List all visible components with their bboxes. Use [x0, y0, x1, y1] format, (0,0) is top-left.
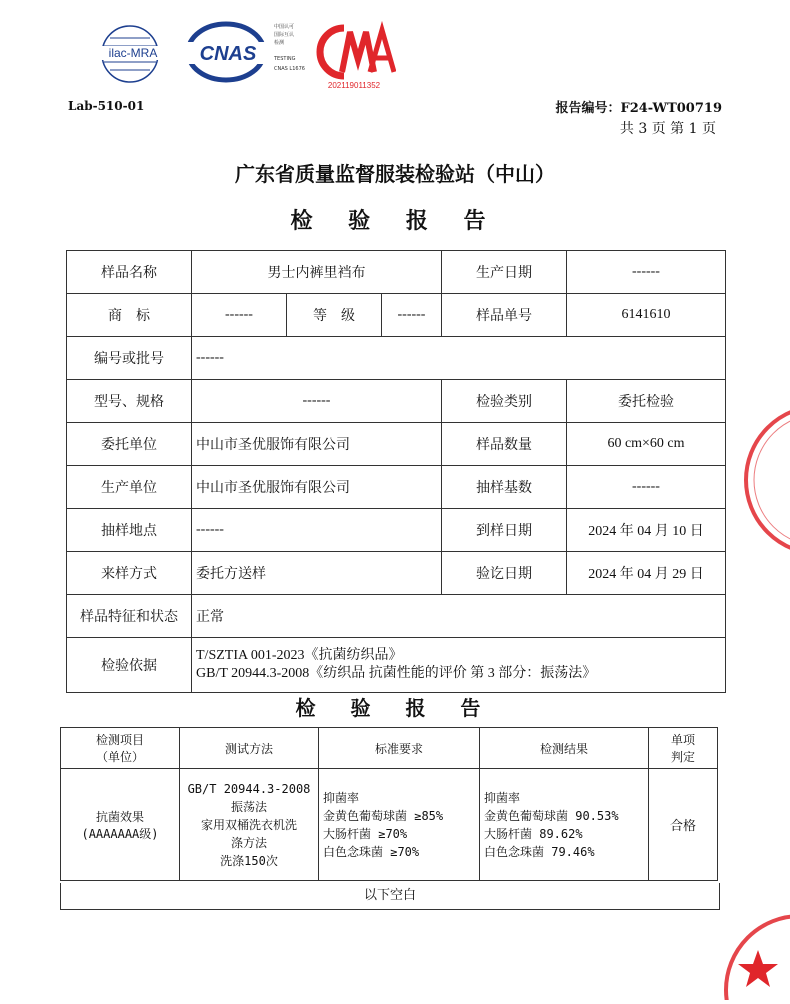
- client: 中山市圣优服饰有限公司: [192, 423, 442, 466]
- feature: 正常: [192, 595, 726, 638]
- base: ------: [567, 466, 726, 509]
- base-label: 抽样基数: [442, 466, 567, 509]
- page-count: 共 3 页 第 1 页: [619, 121, 716, 137]
- cnas-side-2: 国际互认: [274, 32, 295, 38]
- sample-no-label: 样品单号: [442, 294, 567, 337]
- cma-logo: [314, 20, 396, 92]
- col-item: [61, 728, 180, 769]
- method-line-1: GB/T 20944.3-2008: [187, 781, 311, 796]
- row-requirement: [319, 769, 480, 881]
- item-line-2: (AAAAAAA级): [81, 826, 159, 841]
- producer-label: 生产单位: [67, 466, 192, 509]
- method-label: 来样方式: [67, 552, 192, 595]
- prod-date-label: 生产日期: [442, 251, 567, 294]
- grade-label: 等 级: [287, 294, 382, 337]
- cnas-side-4: TESTING: [274, 56, 296, 62]
- req-line-3: 大肠杆菌 ≥70%: [323, 826, 408, 841]
- client-label: 委托单位: [67, 423, 192, 466]
- report-title: 检 验 报 告: [290, 209, 500, 234]
- model: ------: [192, 380, 442, 423]
- brand: ------: [192, 294, 287, 337]
- row-judge: 合格: [649, 769, 718, 881]
- lab-code: Lab-510-01: [68, 99, 145, 113]
- ilac-mra-logo: [96, 22, 170, 86]
- basis-line-2: GB/T 20944.3-2008《纺织品 抗菌性能的评价 第 3 部分：振荡法》: [196, 666, 597, 681]
- sample-name-label: 样品名称: [67, 251, 192, 294]
- result-line-2: 金黄色葡萄球菌 90.53%: [484, 808, 619, 823]
- report-title-2: 检 验 报 告: [295, 696, 495, 720]
- method-line-2: 振荡法: [230, 799, 267, 814]
- batch-label: 编号或批号: [67, 337, 192, 380]
- req-line-1: 抑菌率: [323, 790, 360, 805]
- cnas-side-5: CNAS L1676: [274, 66, 305, 72]
- ilac-text: ilac-MRA: [108, 46, 158, 60]
- basis-label: 检验依据: [67, 638, 192, 693]
- cnas-text: CNAS: [199, 43, 257, 65]
- result-line-4: 白色念珠菌 79.46%: [484, 844, 595, 859]
- method-line-5: 洗涤150次: [220, 853, 278, 868]
- row-item: [61, 769, 180, 881]
- req-line-2: 金黄色葡萄球菌 ≥85%: [323, 808, 444, 823]
- col-judge-1: 单项: [670, 733, 695, 747]
- col-item-1: 检测项目: [95, 733, 144, 747]
- producer: 中山市圣优服饰有限公司: [192, 466, 442, 509]
- results-table: [60, 727, 718, 881]
- sample-no: 6141610: [567, 294, 726, 337]
- req-line-4: 白色念珠菌 ≥70%: [323, 844, 420, 859]
- cma-number: 202119011352: [327, 81, 381, 90]
- report-number: 报告编号：F24-WT00719: [555, 101, 722, 116]
- sampling-method: 委托方送样: [192, 552, 442, 595]
- model-label: 型号、规格: [67, 380, 192, 423]
- item-line-1: 抗菌效果: [95, 809, 144, 824]
- red-seal-stamp: [730, 400, 790, 560]
- brand-label: 商 标: [67, 294, 192, 337]
- arrive-label: 到样日期: [442, 509, 567, 552]
- qty-label: 样品数量: [442, 423, 567, 466]
- result-line-3: 大肠杆菌 89.62%: [484, 826, 583, 841]
- feature-label: 样品特征和状态: [67, 595, 192, 638]
- test-type-label: 检验类别: [442, 380, 567, 423]
- finish-label: 验讫日期: [442, 552, 567, 595]
- col-result: 检测结果: [480, 728, 649, 769]
- cnas-side-1: 中国认可: [274, 24, 295, 30]
- cnas-side-3: 检测: [274, 40, 285, 46]
- finish-date: 2024 年 04 月 29 日: [567, 552, 726, 595]
- prod-date: ------: [567, 251, 726, 294]
- method-line-3: 家用双桶洗衣机洗: [200, 817, 297, 832]
- basis-line-1: T/SZTIA 001-2023《抗菌纺织品》: [196, 648, 403, 663]
- col-requirement: 标准要求: [319, 728, 480, 769]
- organization-name: 广东省质量监督服装检验站（中山）: [235, 162, 555, 186]
- place: ------: [192, 509, 442, 552]
- place-label: 抽样地点: [67, 509, 192, 552]
- grade: ------: [382, 294, 442, 337]
- col-judge-2: 判定: [670, 750, 695, 764]
- row-result: [480, 769, 649, 881]
- red-seal-stamp-2: [720, 890, 790, 1000]
- col-item-2: （单位）: [95, 750, 144, 764]
- test-type: 委托检验: [567, 380, 726, 423]
- row-method: [180, 769, 319, 881]
- sample-info-table: [66, 250, 726, 693]
- sample-name: 男士内裤里裆布: [192, 251, 442, 294]
- arrive-date: 2024 年 04 月 10 日: [567, 509, 726, 552]
- col-judge: [649, 728, 718, 769]
- result-line-1: 抑菌率: [484, 790, 521, 805]
- qty: 60 cm×60 cm: [567, 423, 726, 466]
- method-line-4: 涤方法: [230, 835, 267, 850]
- basis: [192, 638, 726, 693]
- blank-below: 以下空白: [60, 883, 720, 910]
- col-method: 测试方法: [180, 728, 319, 769]
- cnas-logo: [186, 18, 316, 84]
- batch: ------: [192, 337, 726, 380]
